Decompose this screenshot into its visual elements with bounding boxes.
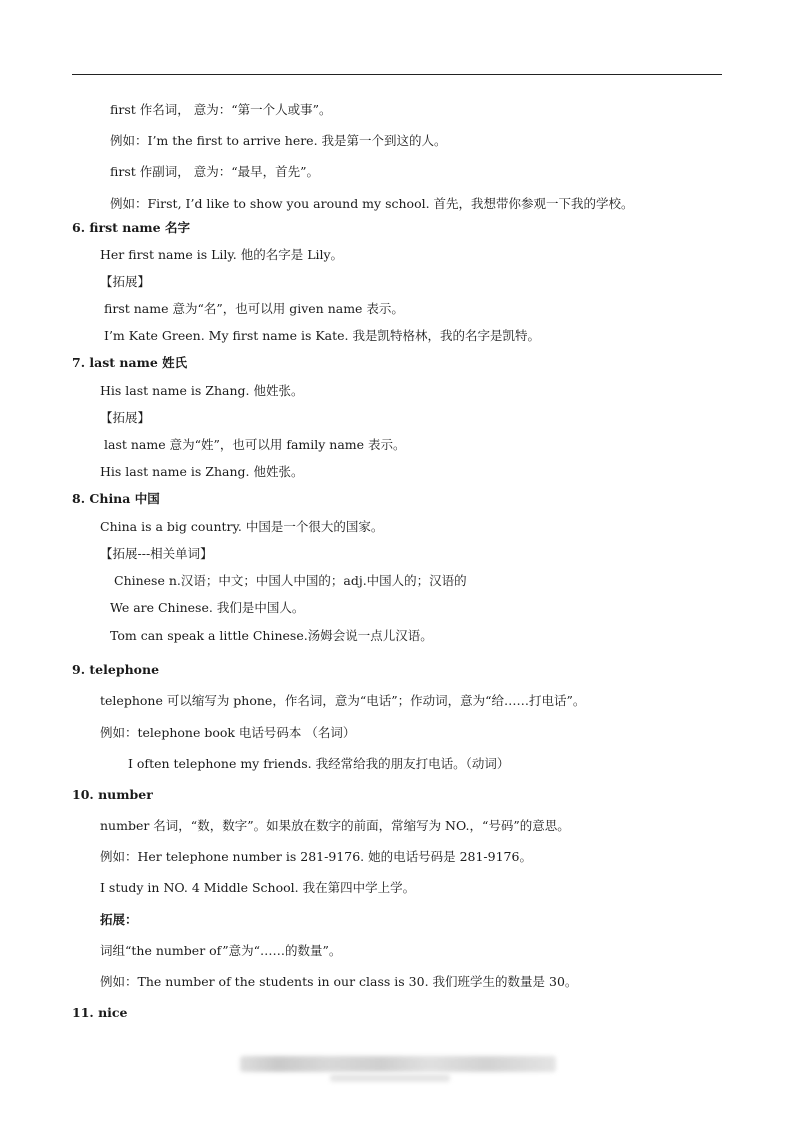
text-line: Chinese n.汉语；中文；中国人中国的；adj.中国人的；汉语的	[114, 573, 467, 588]
text-line: 【拓展】	[100, 410, 151, 425]
text-line: first 作名词， 意为：“第一个人或事”。	[110, 102, 332, 117]
text-line: 【拓展】	[100, 274, 151, 289]
text-line: first name 意为“名”，也可以用 given name 表示。	[104, 301, 404, 316]
text-line: 例如：telephone book 电话号码本 （名词）	[100, 725, 356, 740]
text-line: 词组“the number of”意为“……的数量”。	[100, 943, 342, 958]
blurred-footer-sub	[330, 1074, 450, 1082]
text-line: Tom can speak a little Chinese.汤姆会说一点儿汉语。	[110, 628, 433, 643]
header-rule	[72, 74, 722, 75]
section-heading: 6. first name 名字	[72, 220, 190, 235]
text-line: telephone 可以缩写为 phone，作名词，意为“电话”；作动词，意为“给……打电话”。	[100, 693, 586, 708]
text-line: We are Chinese. 我们是中国人。	[110, 600, 305, 615]
section-heading: 9. telephone	[72, 662, 160, 677]
text-line: I often telephone my friends. 我经常给我的朋友打电话。（动词）	[128, 756, 510, 771]
text-line: I’m Kate Green. My first name is Kate. 我是凯特格林，我的名字是凯特。	[104, 328, 541, 343]
text-line: 例如：I’m the first to arrive here. 我是第一个到这的人。	[110, 133, 447, 148]
text-line: 例如：Her telephone number is 281-9176. 她的电话号码是 281-9176。	[100, 849, 532, 864]
text-line: His last name is Zhang. 他姓张。	[100, 464, 304, 479]
text-line: 例如：First, I’d like to show you around my school. 首先，我想带你参观一下我的学校。	[110, 196, 634, 211]
text-line: first 作副词， 意为：“最早，首先”。	[110, 164, 319, 179]
section-heading: 10. number	[72, 787, 153, 802]
subheading: 拓展：	[100, 912, 138, 927]
section-heading: 7. last name 姓氏	[72, 355, 188, 370]
text-line: His last name is Zhang. 他姓张。	[100, 383, 304, 398]
text-line: China is a big country. 中国是一个很大的国家。	[100, 519, 384, 534]
text-line: number 名词，“数，数字”。如果放在数字的前面，常缩写为 NO.，“号码”的意思。	[100, 818, 570, 833]
blurred-footer	[240, 1056, 556, 1072]
text-line: 例如：The number of the students in our class is 30. 我们班学生的数量是 30。	[100, 974, 578, 989]
section-heading: 8. China 中国	[72, 491, 160, 506]
text-line: 【拓展---相关单词】	[100, 546, 213, 561]
text-line: Her first name is Lily. 他的名字是 Lily。	[100, 247, 344, 262]
text-line: I study in NO. 4 Middle School. 我在第四中学上学。	[100, 880, 416, 895]
text-line: last name 意为“姓”，也可以用 family name 表示。	[104, 437, 406, 452]
section-heading: 11. nice	[72, 1005, 128, 1020]
